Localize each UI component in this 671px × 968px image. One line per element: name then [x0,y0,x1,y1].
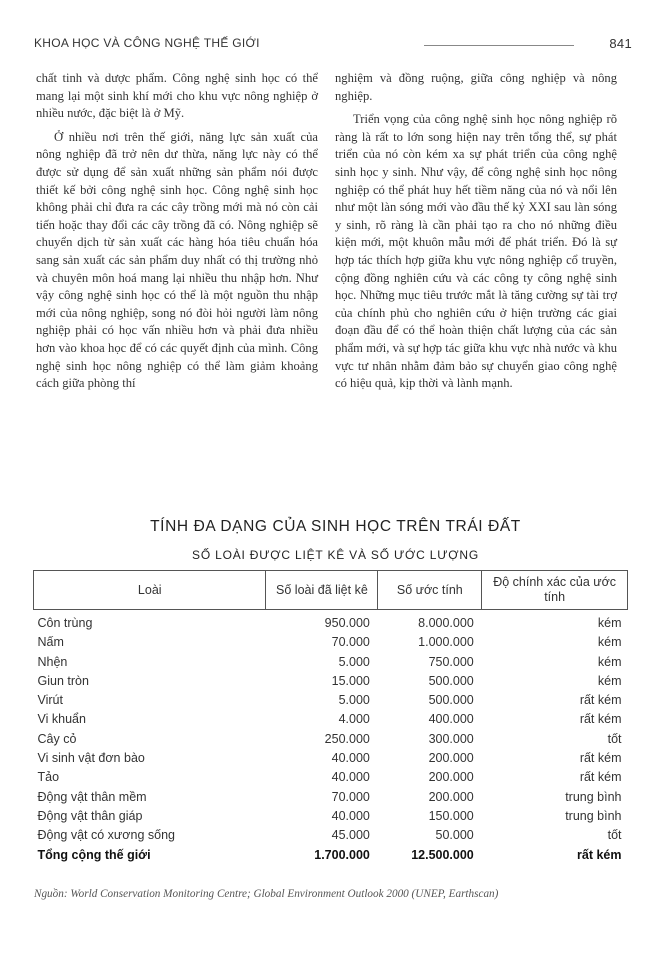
listed-cell: 40.000 [331,770,370,785]
running-title: KHOA HỌC VÀ CÔNG NGHỆ THẾ GIỚI [34,36,260,50]
right-paragraph-2: Triển vọng của công nghệ sinh học nông nghiệp rõ ràng là rất to lớn song hiện nay trên tổng thể, sự phát triển của nó còn kém xa sự phát triển của công nghệ sinh học y sinh. Như vậy, để công nghệ sinh học nông nghiệp có thể phát huy hết tiềm năng của nó và nổi lên như một làn sóng mới vào đầu thế kỷ XXI sau làn sóng y sinh, rõ ràng là cần phải tạo ra cho nó những điều kiện mới, một khuôn mẫu mới để phát triển. Đó là sự hợp tác thích hợp giữa khu vực nông nghiệp cổ truyền, cộng đồng nghiên cứu và các công ty công nghệ sinh học. Những mục tiêu trước mắt là tăng cường sự tài trợ của chính phủ cho nghiên cứu ở hiện trường các giai đoạn đầu để có thể hoàn thiện chất lượng của các sản phẩm mới, và sự hợp tác giữa khu vực nhà nước và khu vực tư nhân nhằm đảm bảo sự chuyển giao công nghệ có hiệu quả, kịp thời và lành mạnh. [335,112,617,391]
table-source: Nguồn: World Conservation Monitoring Centre; Global Environment Outlook 2000 (UNEP, Earthscan) [34,888,499,900]
table-row [34,768,628,787]
species-cell: Vi sinh vật đơn bào [37,751,145,766]
estimated-cell: 300.000 [428,731,474,746]
species-cell: Nấm [37,635,64,650]
table-row [34,691,628,710]
estimated-cell: 1.000.000 [418,635,474,650]
estimated-cell: 750.000 [428,654,474,669]
running-header [34,36,634,56]
estimated-cell: 500.000 [428,673,474,688]
header-accuracy: Độ chính xác của ước tính [482,571,628,610]
accuracy-cell: kém [597,654,622,669]
accuracy-cell: kém [597,635,622,650]
listed-cell: 70.000 [331,635,370,650]
species-cell: Động vật thân giáp [37,808,143,823]
table-row [34,710,628,729]
listed-cell: 4.000 [338,712,370,727]
estimated-cell: 8.000.000 [418,616,474,630]
left-column [36,70,318,393]
species-cell: Giun tròn [37,673,89,688]
listed-cell: 40.000 [331,808,370,823]
accuracy-cell: rất kém [579,712,622,727]
accuracy-cell: kém [597,673,622,688]
table-row [34,788,628,807]
listed-cell: 250.000 [324,731,370,746]
header-rule [424,45,574,46]
table-title: TÍNH ĐA DẠNG CỦA SINH HỌC TRÊN TRÁI ĐẤT [150,518,521,535]
table-row [34,610,628,634]
species-cell: Côn trùng [37,616,93,630]
accuracy-cell: kém [597,616,622,630]
species-cell: Vi khuẩn [37,712,86,727]
right-paragraph-1: nghiệm và đồng ruộng, giữa công nghiệp và nông nghiệp. [335,71,617,103]
estimated-cell: 200.000 [428,789,474,804]
listed-cell: 5.000 [338,654,370,669]
table-row [34,653,628,672]
accuracy-cell: trung bình [565,808,622,823]
estimated-cell: 150.000 [428,808,474,823]
accuracy-cell: rất kém [579,693,622,708]
total-species-cell: Tổng cộng thế giới [37,847,151,862]
table-row [34,672,628,691]
page-number: 841 [609,36,632,51]
listed-cell: 5.000 [338,693,370,708]
table-row [34,826,628,845]
table-row [34,633,628,652]
table-body [34,610,628,865]
table-header-row [34,571,628,610]
listed-cell: 70.000 [331,789,370,804]
left-paragraph-1: chất tinh và dược phẩm. Công nghệ sinh học có thể mang lại một sinh khí mới cho khu vực nông nghiệp ở nhiều nước, đặc biệt là ở Mỹ. [36,71,318,121]
header-species: Loài [34,571,266,610]
table-total-row [34,846,628,865]
table-row [34,807,628,826]
estimated-cell: 500.000 [428,693,474,708]
estimated-cell: 400.000 [428,712,474,727]
accuracy-cell: tốt [607,731,622,746]
table-subtitle: SỐ LOÀI ĐƯỢC LIỆT KÊ VÀ SỐ ƯỚC LƯỢNG [192,548,479,562]
table-row [34,749,628,768]
species-cell: Tảo [37,770,60,785]
accuracy-cell: rất kém [579,751,622,766]
listed-cell: 15.000 [331,673,370,688]
species-cell: Virút [37,693,63,708]
total-estimated-cell: 12.500.000 [411,847,474,862]
listed-cell: 950.000 [324,616,370,630]
right-column [335,70,617,393]
species-cell: Nhện [37,654,68,669]
listed-cell: 40.000 [331,751,370,766]
estimated-cell: 50.000 [435,828,474,843]
accuracy-cell: trung bình [565,789,622,804]
accuracy-cell: tốt [607,828,622,843]
estimated-cell: 200.000 [428,751,474,766]
species-cell: Động vật thân mềm [37,789,147,804]
biodiversity-table [33,570,628,865]
header-estimated: Số ước tính [378,571,482,610]
species-cell: Động vật có xương sống [37,828,175,843]
listed-cell: 45.000 [331,828,370,843]
total-listed-cell: 1.700.000 [314,847,370,862]
header-listed: Số loài đã liệt kê [266,571,378,610]
left-paragraph-2: Ở nhiều nơi trên thế giới, năng lực sản xuất của nông nghiệp đã trở nên dư thừa, năng lực này có thể được sử dụng để sản xuất những sản phẩm nói được thiết kế bởi công nghệ sinh học. Công nghệ sinh học không phải chỉ đưa ra các cây trồng mới mà nó còn cải tiến hoặc thay đổi các cây trồng đã có. Nông nghiệp sẽ chuyển dịch từ sản xuất các hàng hóa tiêu chuẩn hóa sang sản xuất các sản phẩm duy nhất có thị trường nhỏ và chuyên môn hoá mang lại nhiều thu nhập hơn. Như vậy công nghệ sinh học có thể là một nguồn thu nhập mới của nông nghiệp, song nó đòi hỏi người làm nông nghiệp phải có học vấn nhiều hơn và phải đưa nhiều hơn vào khoa học để có các quyết định của mình. Công nghệ sinh học nông nghiệp có thể làm giảm khoảng cách giữa phòng thí [36,129,318,391]
species-cell: Cây cỏ [37,731,77,746]
table-row [34,730,628,749]
total-accuracy-cell: rất kém [577,847,622,862]
accuracy-cell: rất kém [579,770,622,785]
estimated-cell: 200.000 [428,770,474,785]
